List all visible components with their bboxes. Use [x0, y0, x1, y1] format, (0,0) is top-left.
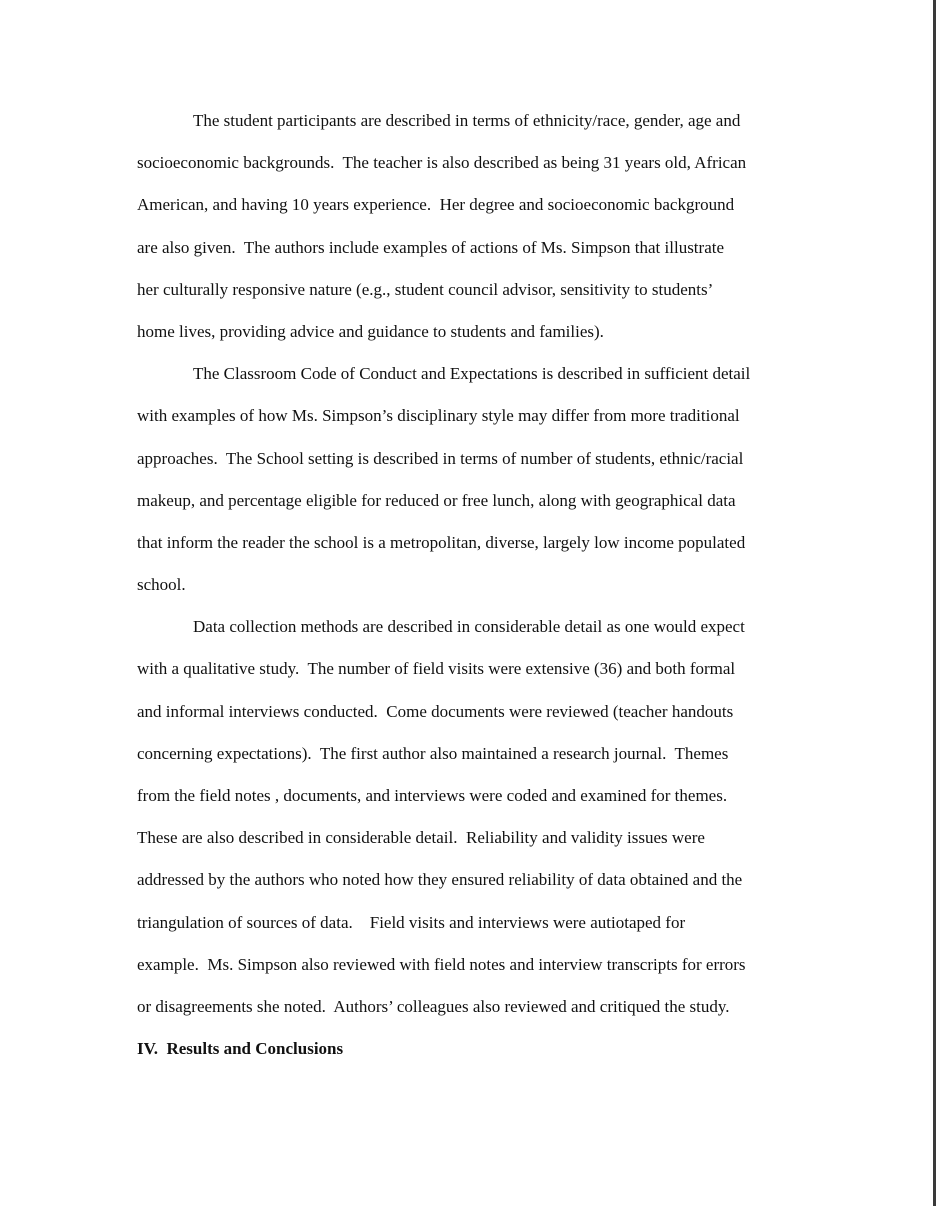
text-line: that inform the reader the school is a metropolitan, diverse, largely low income populated — [137, 532, 746, 552]
text-line: addressed by the authors who noted how they ensured reliability of data obtained and the — [137, 870, 743, 890]
text-line: and informal interviews conducted. Come documents were reviewed (teacher handouts — [137, 701, 734, 721]
text-line: from the field notes , documents, and interviews were coded and examined for themes. — [137, 786, 728, 805]
text-line: makeup, and percentage eligible for reduced or free lunch, along with geographical data — [137, 490, 736, 510]
text-line: school. — [137, 575, 186, 595]
text-line: approaches. The School setting is described in terms of number of students, ethnic/racial — [137, 448, 744, 468]
text-line: These are also described in considerable detail. Reliability and validity issues were — [137, 828, 705, 848]
text-line: The student participants are described in terms of ethnicity/race, gender, age and — [193, 111, 741, 130]
text-line: socioeconomic backgrounds. The teacher is also described as being 31 years old, African — [137, 153, 747, 173]
text-line: home lives, providing advice and guidance to students and families). — [137, 321, 604, 341]
text-line: with a qualitative study. The number of field visits were extensive (36) and both formal — [137, 659, 736, 679]
text-line: or disagreements she noted. Authors’ colleagues also reviewed and critiqued the study. — [137, 996, 730, 1016]
text-line: are also given. The authors include examples of actions of Ms. Simpson that illustrate — [137, 237, 725, 257]
text-line: Data collection methods are described in considerable detail as one would expect — [193, 617, 745, 637]
text-line: her culturally responsive nature (e.g., student council advisor, sensitivity to students’ — [137, 279, 714, 299]
text-line: triangulation of sources of data. Field visits and interviews were autiotaped for — [137, 912, 686, 932]
text-line: with examples of how Ms. Simpson’s disciplinary style may differ from more traditional — [137, 406, 740, 426]
text-line: The Classroom Code of Conduct and Expectations is described in sufficient detail — [193, 364, 751, 384]
text-line: example. Ms. Simpson also reviewed with field notes and interview transcripts for errors — [137, 954, 746, 974]
document-body — [137, 100, 801, 1070]
section-heading: IV. Results and Conclusions — [137, 1039, 344, 1059]
text-line: American, and having 10 years experience. Her degree and socioeconomic background — [137, 195, 735, 215]
text-line: concerning expectations). The first author also maintained a research journal. Themes — [137, 743, 729, 763]
